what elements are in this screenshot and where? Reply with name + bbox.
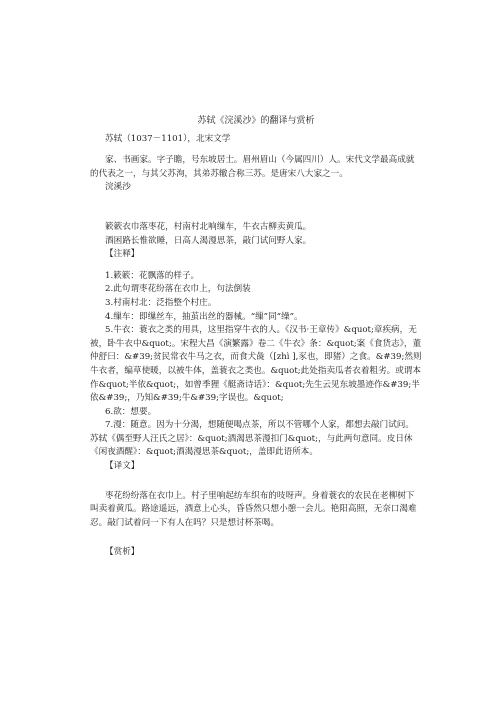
- document-body: [90, 115, 422, 560]
- note-item: 7.漫：随意。因为十分渴，想随便喝点茶，所以不管哪个人家，都想去敲门试问。苏轼《偶至野人汪氏之居》：&quot;酒渴思茶漫扣门&quot;，与此两句意同。皮日休《闲夜酒醒》：&quot;酒渴漫思茶&quot;，盖即此语所本。: [90, 420, 414, 458]
- poem-line-2: 酒困路长惟欲睡，日高人渴漫思茶，敲门试问野人家。: [105, 235, 312, 246]
- notes-header: 【注释】: [105, 249, 140, 260]
- appreciation-header: 【赏析】: [105, 547, 140, 558]
- note-item: 3.村南村北：泛指整个村庄。: [105, 297, 217, 308]
- document-title: 苏轼《浣溪沙》的翻译与赏析: [197, 116, 315, 126]
- translation-text: 枣花纷纷落在衣巾上。村子里响起纺车织布的吱呀声。身着蓑衣的农民在老柳树下叫卖着黄瓜。路途遥远，酒意上心头，昏昏然只想小憩一会儿。艳阳高照，无奈口渴难忍。敲门试着问一下有人在吗？只是想讨杯茶喝。: [90, 490, 417, 528]
- note-item: 5.牛衣：蓑衣之类的用具，这里指穿牛衣的人。《汉书·王章传》&quot;章疾病，无被，卧牛衣中&quot;。宋程大昌《演繁露》卷二《牛衣》条：&quot;案《食货志》，董仲舒曰：&#39;贫民常衣牛马之衣，而食犬彘（[zhì ],豕也，即猪）之食。&#39;然则牛衣者，编草使暖，以被牛体，盖蓑衣之类也。&quot;此处指卖瓜者衣着粗劣。或谓本作&quot;半依&quot;，如曾季狸《艇斋诗话》：&quot;先生云见东坡墨迹作&#39;半依&#39;，乃知&#39;牛&#39;字误也。&quot;: [90, 325, 422, 404]
- author-bio: 家、书画家。字子瞻，号东坡居士。眉州眉山（今属四川）人。宋代文学最高成就的代表之一，与其父苏洵，其弟苏辙合称三苏。是唐宋八大家之一。: [90, 155, 415, 179]
- poem-line-1: 簌簌衣巾落枣花，村南村北响缫车，牛衣古柳卖黄瓜。: [105, 221, 312, 232]
- translation-header: 【译文】: [105, 461, 140, 472]
- poem-title: 浣溪沙: [105, 182, 131, 193]
- note-item: 6.欲：想要。: [105, 406, 157, 417]
- note-item: 2.此句谓枣花纷落在衣巾上，句法倒装: [105, 284, 251, 295]
- author-line: 苏轼（1037－1101），北宋文学: [105, 133, 231, 144]
- note-item: 1.簌簌：花飘落的样子。: [105, 270, 200, 281]
- note-item: 4.缫车：即缫丝车，抽茧出丝的器械。“缫”同“缲”。: [105, 311, 303, 322]
